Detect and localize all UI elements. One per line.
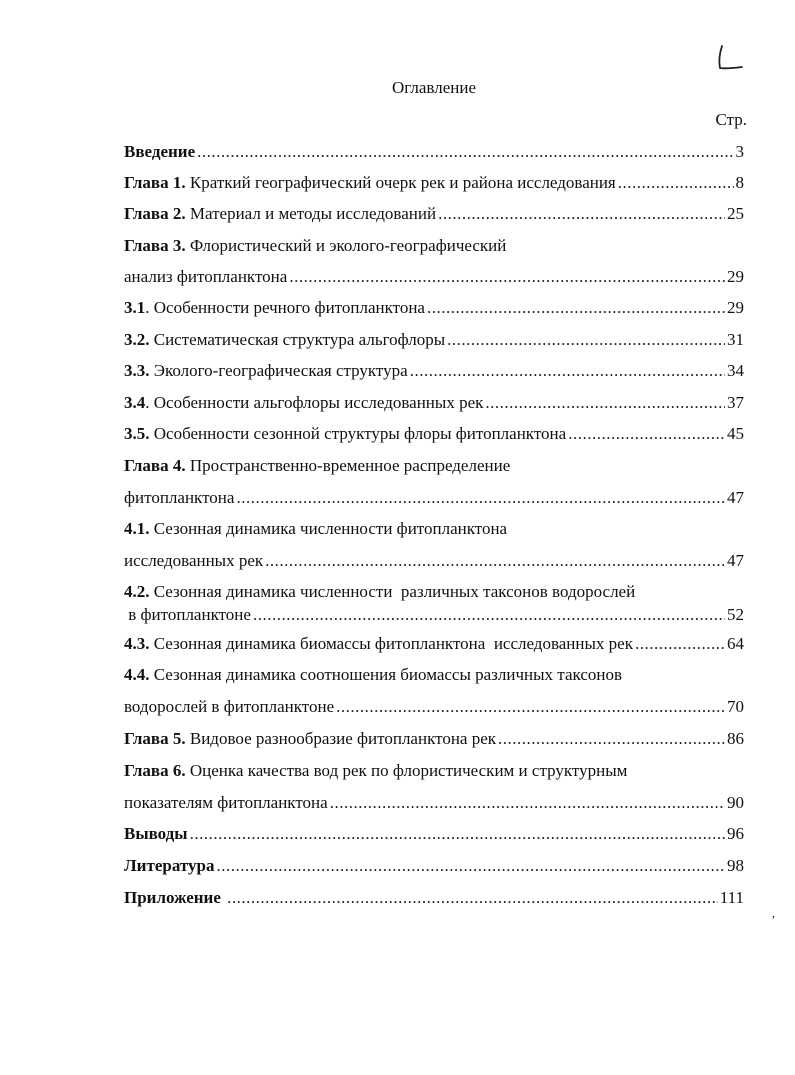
toc-entry-title: Пространственно-временное распределение: [185, 456, 511, 475]
toc-entry-label: [124, 729, 496, 749]
toc-entry-number: 3.5.: [124, 424, 150, 443]
toc-entry-label: [124, 267, 287, 287]
toc-page-number: 25: [727, 204, 744, 223]
toc-entry: [124, 173, 744, 195]
toc-entry-title: анализ фитопланктона: [124, 267, 288, 286]
dot-leader: [438, 204, 725, 224]
toc-page-number: 98: [727, 856, 744, 875]
toc-entry-title: Систематическая структура альгофлоры: [149, 330, 446, 349]
toc-entry-number: Глава 5.: [124, 729, 186, 748]
toc-entry-number: 3.2.: [124, 330, 150, 349]
toc-page-number: 45: [727, 424, 744, 443]
toc-entry-label: [124, 582, 635, 602]
toc-entry-title: Краткий географический очерк рек и района исследования: [185, 173, 616, 192]
toc-entry: [124, 729, 744, 751]
toc-entry-number: 3.1: [124, 298, 146, 317]
dot-leader: [236, 488, 725, 508]
toc-entry-label: [124, 236, 506, 256]
toc-entry: [124, 761, 744, 783]
toc-entry: [124, 793, 744, 815]
toc-entry-label: [124, 793, 328, 813]
toc-entry: [124, 665, 744, 687]
toc-page-number: 64: [727, 634, 744, 653]
toc-page-number: 31: [727, 330, 744, 349]
toc-entry-title: Флористический и эколого-географический: [185, 236, 507, 255]
toc-entry-label: [124, 488, 234, 508]
toc-entry-label: [124, 888, 225, 908]
toc-entry-title: фитопланктона: [124, 488, 235, 507]
toc-entry: [124, 697, 744, 719]
toc-entry-label: [124, 298, 425, 318]
toc-page-number: 47: [727, 488, 744, 507]
toc-page-number: 111: [719, 888, 744, 907]
toc-entry-label: [124, 697, 334, 717]
toc-entry: [124, 488, 744, 510]
toc-entry-number: 3.4: [124, 393, 146, 412]
toc-entry: [124, 519, 744, 541]
toc-entry-title: Видовое разнообразие фитопланктона рек: [185, 729, 497, 748]
toc-entry: [124, 142, 744, 164]
toc-entry-label: [124, 824, 188, 844]
toc-entry-label: [124, 551, 263, 571]
toc-entry-number: 4.2.: [124, 582, 150, 601]
dot-leader: [197, 142, 733, 162]
toc-page-number: 47: [727, 551, 744, 570]
stray-mark: ,: [772, 906, 775, 920]
toc-entry-number: Глава 3.: [124, 236, 186, 255]
toc-entry-number: 3.3.: [124, 361, 150, 380]
page-column-label: Стр.: [715, 110, 747, 129]
dot-leader: [190, 824, 725, 844]
toc-entry: [124, 634, 744, 656]
toc-entry-title: водорослей в фитопланктоне: [124, 697, 335, 716]
toc-entry: [124, 204, 744, 226]
toc-page-number: 37: [727, 393, 744, 412]
toc-entry-number: Глава 4.: [124, 456, 186, 475]
dot-leader: [216, 856, 725, 876]
toc-entry-label: [124, 330, 445, 350]
dot-leader: [289, 267, 725, 287]
toc-entry-label: [124, 204, 436, 224]
toc-entry-number: Глава 2.: [124, 204, 186, 223]
toc-entry-label: [124, 519, 507, 539]
toc-entry-label: [124, 605, 251, 625]
toc-entry-title: Сезонная динамика соотношения биомассы различных таксонов: [149, 665, 622, 684]
toc-page-number: 86: [727, 729, 744, 748]
dot-leader: [447, 330, 725, 350]
toc-entry: [124, 267, 744, 289]
toc-entry-label: [124, 393, 483, 413]
dot-leader: [336, 697, 725, 717]
toc-entry-number: Выводы: [124, 824, 188, 843]
toc-page-number: 3: [735, 142, 744, 161]
toc-entry-label: [124, 761, 627, 781]
toc-entry-label: [124, 424, 566, 444]
toc-entry-label: [124, 173, 616, 193]
toc-entry-number: Введение: [124, 142, 196, 161]
page-title: Оглавление: [392, 78, 476, 97]
dot-leader: [265, 551, 725, 571]
toc-entry: [124, 424, 744, 446]
toc-page-number: 70: [727, 697, 744, 716]
toc-entry-label: [124, 665, 622, 685]
dot-leader: [227, 888, 718, 908]
toc-entry: [124, 361, 744, 383]
toc-entry: [124, 582, 744, 604]
dot-leader: [427, 298, 725, 318]
toc-entry: [124, 236, 744, 258]
dot-leader: [635, 634, 725, 654]
toc-entry-title: [221, 888, 225, 907]
toc-entry-title: Оценка качества вод рек по флористическим и структурным: [185, 761, 628, 780]
toc-entry-title: Эколого-географическая структура: [149, 361, 408, 380]
dot-leader: [330, 793, 725, 813]
toc-entry-title: показателям фитопланктона: [124, 793, 328, 812]
toc-entry-number: Литература: [124, 856, 215, 875]
toc-entry-number: Глава 6.: [124, 761, 186, 780]
toc-entry-title: Сезонная динамика численности фитопланктона: [149, 519, 508, 538]
toc-page-number: 96: [727, 824, 744, 843]
toc-entry-label: [124, 634, 633, 654]
toc-entry: [124, 824, 744, 846]
toc-entry: [124, 551, 744, 573]
toc-page-number: 90: [727, 793, 744, 812]
toc-entry-label: [124, 456, 510, 476]
toc-entry: [124, 888, 744, 910]
dot-leader: [568, 424, 725, 444]
toc-page-number: 8: [735, 173, 744, 192]
toc-entry-number: Глава 1.: [124, 173, 186, 192]
handwritten-page-mark: [712, 44, 746, 74]
toc-entry-label: [124, 361, 408, 381]
toc-entry-title: в фитопланктоне: [124, 605, 251, 624]
toc-entry: [124, 330, 744, 352]
toc-entry: [124, 605, 744, 627]
toc-entry: [124, 456, 744, 478]
dot-leader: [485, 393, 725, 413]
dot-leader: [410, 361, 725, 381]
toc-entry: [124, 856, 744, 878]
toc-entry-number: 4.4.: [124, 665, 150, 684]
toc-entry-number: 4.3.: [124, 634, 150, 653]
toc-entry: [124, 298, 744, 320]
toc-page-number: 29: [727, 267, 744, 286]
toc-entry-title: Материал и методы исследований: [185, 204, 437, 223]
toc-entry-title: Особенности сезонной структуры флоры фитопланктона: [149, 424, 567, 443]
toc-entry-number: 4.1.: [124, 519, 150, 538]
toc-entry-title: исследованных рек: [124, 551, 264, 570]
toc-entry-title: . Особенности альгофлоры исследованных рек: [145, 393, 484, 412]
toc-entry-number: Приложение: [124, 888, 221, 907]
toc-page-number: 29: [727, 298, 744, 317]
toc-entry-label: [124, 856, 214, 876]
toc-entry-title: Сезонная динамика биомассы фитопланктона исследованных рек: [149, 634, 633, 653]
toc-entry-title: . Особенности речного фитопланктона: [145, 298, 425, 317]
dot-leader: [498, 729, 725, 749]
toc-page-number: 34: [727, 361, 744, 380]
toc-entry-title: Сезонная динамика численности различных таксонов водорослей: [149, 582, 636, 601]
dot-leader: [253, 605, 725, 625]
dot-leader: [618, 173, 734, 193]
toc-page-number: 52: [727, 605, 744, 624]
toc-entry-label: [124, 142, 195, 162]
toc-entry: [124, 393, 744, 415]
